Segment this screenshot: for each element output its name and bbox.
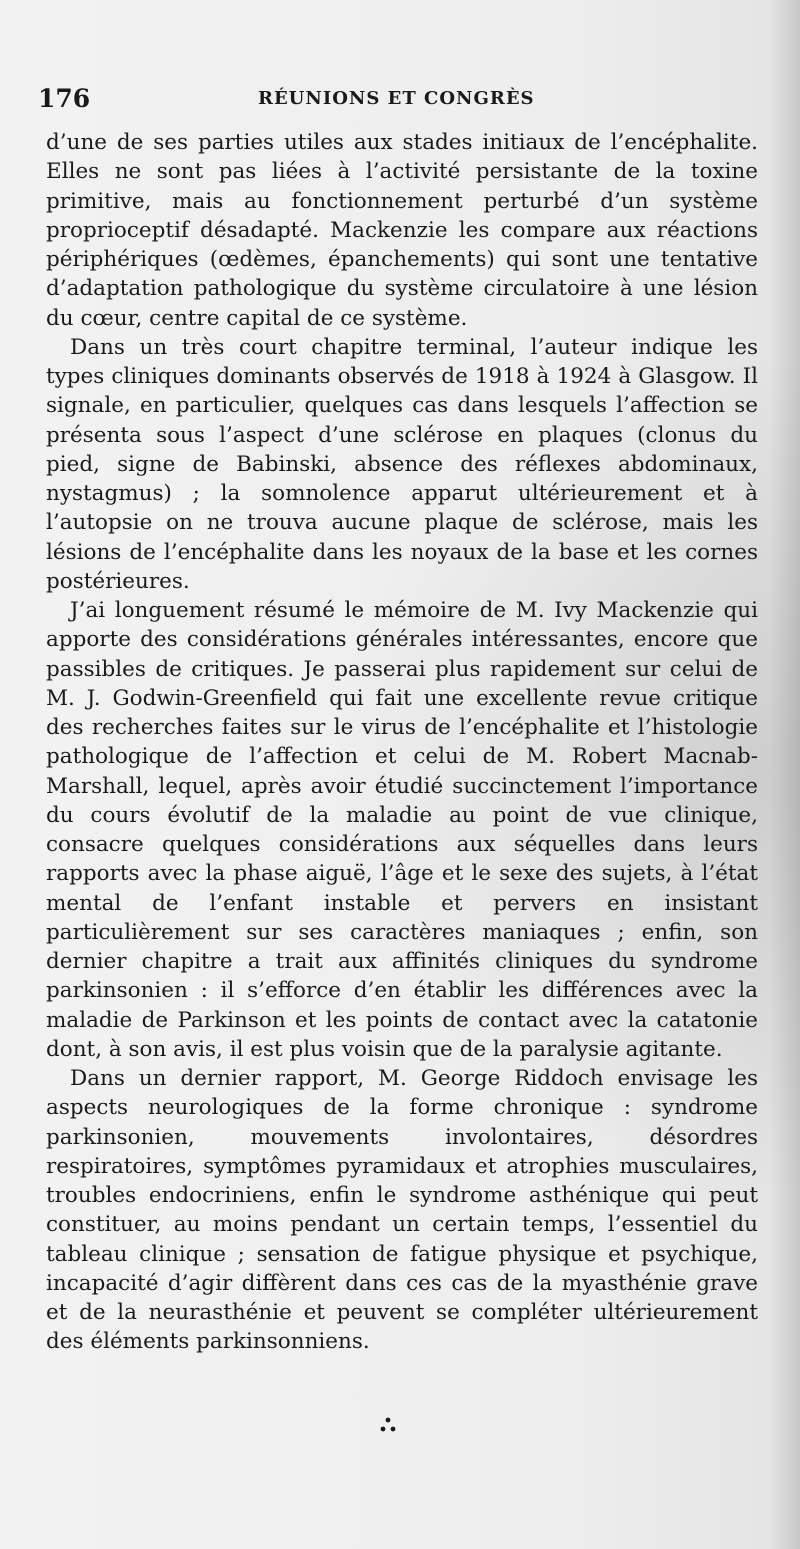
paragraph: Dans un dernier rapport, M. George Riddoch envisage les aspects neurologiques de la forme chronique : syndrome parkinsonien, mouvements involontaires, désordres respiratoires, symptômes pyramidaux et atrophies musculaires, troubles endocriniens, enfin le syndrome asthénique qui peut constituer, au moins pendant un certain temps, l’essentiel du tableau clinique ; sensation de fatigue physique et psychique, incapacité d’agir diffèrent dans ces cas de la myasthénie grave et de la neurasthénie et peuvent se compléter ultérieurement des éléments parkinsonniens. [46, 1066, 758, 1355]
paragraph: d’une de ses parties utiles aux stades initiaux de l’encéphalite. Elles ne sont pas liées à l’activité persistante de la toxine primitive, mais au fonctionnement perturbé d’un système proprioceptif désadapté. Mackenzie les compare aux réactions périphériques (œdèmes, épanchements) qui sont une tentative d’adaptation pathologique du système circulatoire à une lésion du cœur, centre capital de ce système. [46, 130, 758, 331]
paragraph: Dans un très court chapitre terminal, l’auteur indique les types cliniques dominants observés de 1918 à 1924 à Glasgow. Il signale, en particulier, quelques cas dans lesquels l’affection se présenta sous l’aspect d’une sclérose en plaques (clonus du pied, signe de Babinski, absence des réflexes abdominaux, nystagmus) ; la somnolence apparut ultérieurement et à l’autopsie on ne trouva aucune plaque de sclérose, mais les lésions de l’encéphalite dans les noyaux de la base et les cornes postérieures. [46, 334, 758, 594]
running-title: RÉUNIONS ET CONGRÈS [258, 88, 535, 109]
paragraph: J’ai longuement résumé le mémoire de M. Ivy Mackenzie qui apporte des considérations générales intéressantes, encore que passibles de critiques. Je passerai plus rapidement sur celui de M. J. Godwin-Greenfield qui fait une excellente revue critique des recherches faites sur le virus de l’encéphalite et l’histologie pathologique de l’affection et celui de M. Robert Macnab-Marshall, lequel, après avoir étudié succinctement l’importance du cours évolutif de la maladie au point de vue clinique, consacre quelques considérations aux séquelles dans leurs rapports avec la phase aiguë, l’âge et le sexe des sujets, à l’état mental de l’enfant instable et pervers en insistant particulièrement sur ses caractères maniaques ; enfin, son dernier chapitre a trait aux affinités cliniques du syndrome parkinsonien : il s’efforce d’en établir les différences avec la maladie de Parkinson et les points de contact avec la catatonie dont, à son avis, il est plus voisin que de la paralysie agitante. [46, 598, 758, 1062]
asterism-ornament-icon [379, 1416, 397, 1434]
page-edge-shadow [770, 0, 800, 1549]
body-text [46, 128, 758, 1357]
running-header [38, 84, 738, 120]
page-number: 176 [38, 84, 91, 113]
